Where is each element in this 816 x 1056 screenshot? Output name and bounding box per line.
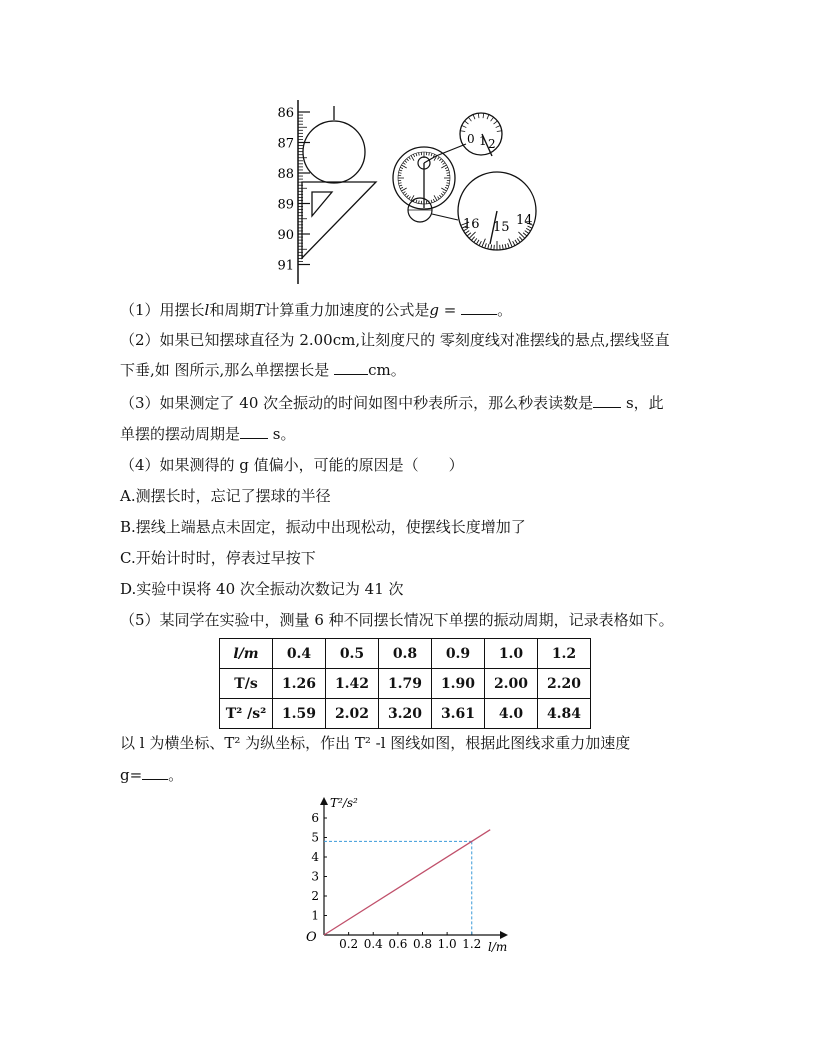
table-cell: 0.5 [326, 639, 379, 669]
y-tick-label: 5 [311, 830, 319, 845]
question-4-option-b[interactable]: B.摆线上端悬点未固定，振动中出现松动，使摆线长度增加了 [120, 518, 526, 536]
question-5-after-line-1: 以 l 为横坐标、T² 为纵坐标，作出 T² -l 图线如图，根据此图线求重力加速度 [120, 734, 631, 752]
question-2-line-1: （2）如果已知摆球直径为 2.00cm,让刻度尺的 零刻度线对准摆线的悬点,摆线竖直 [120, 331, 670, 349]
x-axis-label: l/m [488, 940, 508, 954]
question-3-line-2: 单摆的摆动周期是 s。 [120, 425, 296, 443]
x-tick-label: 1.2 [462, 937, 482, 951]
table-cell: 3.20 [379, 699, 432, 729]
ruler-label: 90 [277, 228, 294, 243]
x-tick-label: 0.4 [363, 937, 383, 951]
answer-blank[interactable] [461, 300, 497, 315]
ruler-label: 89 [277, 197, 294, 213]
question-3-line-1: （3）如果测定了 40 次全振动的时间如图中秒表所示，那么秒表读数是 s，此 [120, 394, 664, 412]
table-header: T/s [220, 669, 273, 699]
table-cell: 2.02 [326, 699, 379, 729]
table-row [220, 699, 591, 729]
answer-blank[interactable] [334, 360, 368, 375]
small-dial-label-2: 2 [488, 137, 496, 151]
y-tick-label: 6 [311, 811, 319, 825]
table-header: T² /s² [220, 699, 273, 729]
y-tick-label: 1 [311, 908, 319, 923]
question-4-option-d[interactable]: D.实验中误将 40 次全振动次数记为 41 次 [120, 580, 404, 598]
x-tick-label: 0.2 [339, 937, 359, 951]
origin-label: O [306, 930, 317, 945]
y-tick-label: 4 [311, 850, 319, 864]
question-5-after-line-2: g= 。 [120, 766, 184, 784]
y-axis-label: T²/s² [330, 796, 358, 810]
big-dial-label-14: 14 [516, 213, 533, 228]
small-dial-label-1: 1 [479, 134, 487, 148]
table-cell: 1.42 [326, 669, 379, 699]
small-dial-label-0: 0 [467, 132, 475, 146]
table-cell: 1.0 [485, 639, 538, 669]
t2-l-graph [300, 795, 515, 960]
table-row [220, 669, 591, 699]
table-cell: 1.90 [432, 669, 485, 699]
table-cell: 1.2 [538, 639, 591, 669]
series-line [324, 830, 490, 935]
ruler-label: 86 [277, 106, 294, 121]
answer-blank[interactable] [142, 765, 168, 780]
x-tick-label: 0.8 [412, 937, 433, 951]
ruler-label: 91 [277, 258, 294, 274]
question-4-option-c[interactable]: C.开始计时时，停表过早按下 [120, 549, 316, 567]
question-2-line-2: 下垂,如 图所示,那么单摆摆长是 cm。 [120, 361, 406, 379]
big-dial-label-15: 15 [493, 220, 510, 235]
y-tick-label: 2 [311, 889, 319, 903]
data-table [219, 638, 591, 729]
table-row [220, 639, 591, 669]
table-cell: 0.4 [273, 639, 326, 669]
table-cell: 2.20 [538, 669, 591, 699]
table-cell: 0.9 [432, 639, 485, 669]
x-tick-label: 0.6 [388, 937, 408, 951]
x-tick-label: 1.0 [437, 937, 457, 951]
ruler-ticks [277, 106, 310, 274]
table-cell: 3.61 [432, 699, 485, 729]
question-5-stem: （5）某同学在实验中，测量 6 种不同摆长情况下单摆的振动周期，记录表格如下。 [120, 611, 674, 629]
table-cell: 1.26 [273, 669, 326, 699]
question-1: （1）用摆长l和周期T计算重力加速度的公式是g = 。 [120, 301, 513, 319]
table-cell: 1.79 [379, 669, 432, 699]
big-dial-label-16: 16 [463, 217, 480, 232]
table-cell: 1.59 [273, 699, 326, 729]
answer-blank[interactable] [240, 424, 268, 439]
y-tick-label: 3 [311, 869, 319, 884]
ruler-label: 88 [277, 167, 294, 182]
question-4-option-a[interactable]: A.测摆长时，忘记了摆球的半径 [120, 487, 331, 505]
table-cell: 0.8 [379, 639, 432, 669]
table-cell: 4.0 [485, 699, 538, 729]
ruler-label: 87 [277, 136, 294, 152]
table-cell: 4.84 [538, 699, 591, 729]
question-4-stem: （4）如果测得的 g 值偏小，可能的原因是（ ） [120, 456, 464, 474]
apparatus-figure [270, 98, 550, 288]
table-header: l/m [220, 639, 273, 669]
table-cell: 2.00 [485, 669, 538, 699]
answer-blank[interactable] [593, 393, 621, 408]
